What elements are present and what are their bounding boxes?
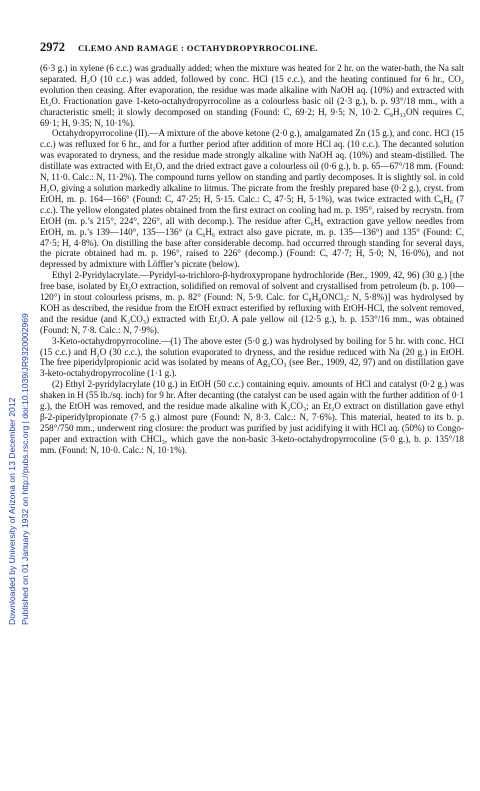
download-notice[interactable]: Downloaded by University of Arizona on 13 December 2012: [7, 397, 17, 625]
paragraph-method-two: (2) Ethyl 2-pyridylacrylate (10 g.) in EtOH (50 c.c.) containing equiv. amounts of HCl and catalyst (0·2 g.) was shaken in H (55 lb./sq. inch) for 9 hr. After decanting (the catalyst can be used again with the further addition of 0·1 g.), the EtOH was removed, and the residue made alkaline with K₂CO₃; an Et₂O extract on distillation gave ethyl β-2-piperidylpropionate (7·5 g.) almost pure (Found: N, 8·3. Calc.: N, 7·6%). This material, heated to its b. p. 258°/750 mm., underwent ring closure: the product was purified by just acidifying it with HCl aq. (50%) to Congo-paper and extraction with CHCl₃, which gave the non-basic 3-keto-octahydropyrrocoline (5·0 g.), b. p. 135°/18 mm. (Found: N, 10·0. Calc.: N, 10·1%).: [40, 379, 464, 455]
article-body: [40, 63, 464, 456]
page-header: [40, 40, 464, 55]
paragraph-ethyl-pyridylacrylate: Ethyl 2-Pyridylacrylate.—Pyridyl-ω-trichloro-β-hydroxypropane hydrochloride (Ber., 1909, 42, 96) (30 g.) [the free base, isolated by Et₂O extraction, solidified on removal of solvent and crystallised from petroleum (b. p. 100—120°) in stout colourless prisms, m. p. 82° (Found: N, 5·9. Calc. for C₈H₈ONCl₃: N, 5·8%)] was hydrolysed by KOH as described, the residue from the EtOH extract esterified by refluxing with EtOH-HCl, the solvent removed, and the residue (and K₂CO₃) extracted with Et₂O. A pale yellow oil (12·5 g.), b. p. 153°/16 mm., was obtained (Found: N, 7·8. Calc.: N, 7·9%).: [40, 270, 464, 335]
paragraph-keto-octahydropyrrocoline: 3-Keto-octahydropyrrocoline.—(1) The above ester (5·0 g.) was hydrolysed by boiling for 5 hr. with conc. HCl (15 c.c.) and H₂O (30 c.c.), the solution evaporated to dryness, and the residue reduced with Na (20 g.) in EtOH. The free piperidylpropionic acid was isolated by means of Ag₂CO₃ (see Ber., 1909, 42, 97) and on distillation gave 3-keto-octahydropyrrocoline (1·1 g.).: [40, 335, 464, 379]
download-notice-margin: [0, 0, 36, 791]
running-head: CLEMO AND RAMAGE : OCTAHYDROPYRROCOLINE.: [78, 43, 318, 53]
publication-notice[interactable]: Published on 01 January 1932 on http://pubs.rsc.org | doi:10.1039/JR9320002969: [20, 313, 30, 625]
journal-page: [40, 40, 464, 456]
paragraph-octahydropyrrocoline: Octahydropyrrocoline (II).—A mixture of the above ketone (2·0 g.), amalgamated Zn (15 g.), and conc. HCl (15 c.c.) was refluxed for 6 hr., and for a further period after addition of more HCl aq. (10 c.c.). The decanted solution was evaporated to dryness, and the residue made strongly alkaline with NaOH aq. (10%) and steam-distilled. The distillate was extracted with Et₂O, and the dried extract gave a colourless oil (0·6 g.), b. p. 65—67°/18 mm. (Found: N, 11·0. Calc.: N, 11·2%). The compound turns yellow on standing and partly decomposes. It is slightly sol. in cold H₂O, giving a solution markedly alkaline to litmus. The picrate from the freshly prepared base (0·2 g.), cryst. from EtOH, m. p. 164—166° (Found: C, 47·25; H, 5·15. Calc.: C, 47·5; H, 5·1%), was twice extracted with C₆H₆ (7 c.c.). The yellow elongated plates obtained from the first extract on cooling had m. p. 195°, raised by recrystn. from EtOH (m. p.’s 215°, 224°, 226°, all with decomp.). The residue after C₆H₆ extraction gave yellow needles from EtOH, m. p.’s 139—140°, 135—136° (a C₆H₆ extract also gave picrate, m. p. 135—136°) and 135° (Found: C, 47·5; H, 4·8%). On distilling the base after considerable decomp. had occurred through standing for several days, the picrate obtained had m. p. 196°, raised to 226° (decomp.) (Found: C, 47·7; H, 5·0; N, 16·0%), and not depressed by admixture with Löffler’s picrate (below).: [40, 128, 464, 270]
paragraph-ketone-preparation: (6·3 g.) in xylene (6 c.c.) was gradually added; when the mixture was heated for 2 hr. on the water-bath, the Na salt separated. H₂O (10 c.c.) was added, followed by conc. HCl (15 c.c.), and the heating continued for 6 hr., CO₂ evolution then ceasing. After evaporation, the residue was made alkaline with NaOH aq. (10%) and extracted with Et₂O. Fractionation gave 1-keto-octahydropyrrocoline as a colourless basic oil (2·3 g.), b. p. 93°/18 mm., with a characteristic smell; it slowly decomposed on standing (Found: C, 69·2; H, 9·5; N, 10·2. C₈H₁₃ON requires C, 69·1; H, 9·35; N, 10·1%).: [40, 63, 464, 128]
page-number: 2972: [40, 40, 65, 54]
